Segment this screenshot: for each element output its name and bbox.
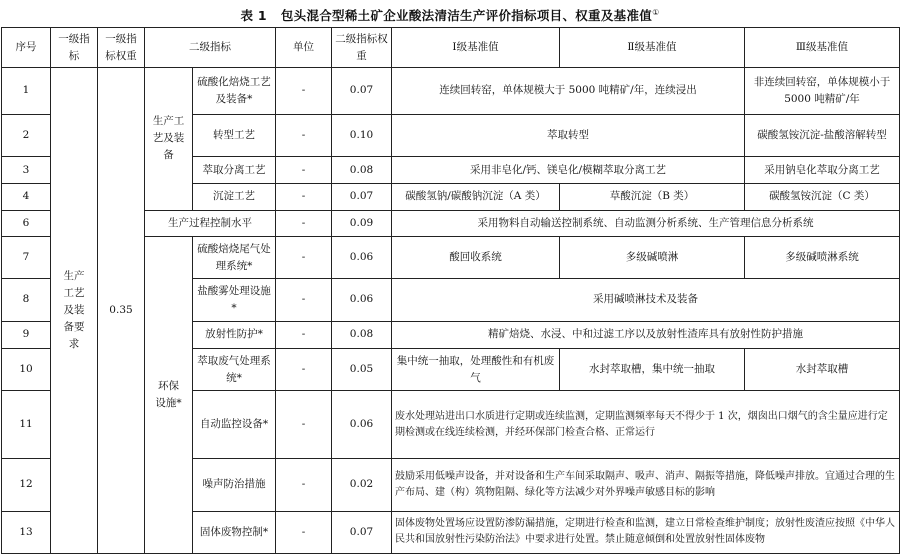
unit-cell: - xyxy=(276,184,332,210)
grade2-cell: 草酸沉淀（B 类） xyxy=(560,184,745,210)
level2-name: 萃取废气处理系统* xyxy=(193,348,276,390)
weight-cell: 0.06 xyxy=(332,391,392,459)
grade12-cell: 萃取转型 xyxy=(392,114,745,156)
row-no: 4 xyxy=(2,184,51,210)
grade3-cell: 非连续回转窑，单体规模小于 5000 吨精矿/年 xyxy=(745,68,900,114)
weight-cell: 0.06 xyxy=(332,279,392,321)
unit-cell: - xyxy=(276,511,332,553)
grade3-cell: 碳酸氢铵沉淀-盐酸溶解转型 xyxy=(745,114,900,156)
header-level2: 二级指标 xyxy=(145,28,276,68)
row-no: 8 xyxy=(2,279,51,321)
grade12-cell: 连续回转窑，单体规模大于 5000 吨精矿/年，连续浸出 xyxy=(392,68,745,114)
unit-cell: - xyxy=(276,348,332,390)
unit-cell: - xyxy=(276,391,332,459)
level2-name: 硫酸化焙烧工艺及装备* xyxy=(193,68,276,114)
level1-weight: 0.35 xyxy=(98,68,145,554)
grade12-cell: 采用非皂化/钙、镁皂化/模糊萃取分离工艺 xyxy=(392,156,745,183)
header-unit: 单位 xyxy=(276,28,332,68)
grade3-cell: 水封萃取槽 xyxy=(745,348,900,390)
unit-cell: - xyxy=(276,156,332,183)
row-no: 9 xyxy=(2,321,51,348)
weight-cell: 0.08 xyxy=(332,156,392,183)
level2-name: 放射性防护* xyxy=(193,321,276,348)
unit-cell: - xyxy=(276,458,332,511)
weight-cell: 0.02 xyxy=(332,458,392,511)
unit-cell: - xyxy=(276,321,332,348)
caption-label: 表 1 xyxy=(240,8,267,24)
grade1-cell: 酸回收系统 xyxy=(392,237,560,279)
weight-cell: 0.09 xyxy=(332,210,392,236)
row-no: 13 xyxy=(2,511,51,553)
grade-all-cell: 采用物料自动输送控制系统、自动监测分析系统、生产管理信息分析系统 xyxy=(392,210,900,236)
weight-cell: 0.07 xyxy=(332,511,392,553)
header-grade3: Ⅲ级基准值 xyxy=(745,28,900,68)
level2-name: 转型工艺 xyxy=(193,114,276,156)
level2-name: 固体废物控制* xyxy=(193,511,276,553)
grade3-cell: 多级碱喷淋系统 xyxy=(745,237,900,279)
caption-note-mark: ① xyxy=(652,8,660,17)
row-no: 2 xyxy=(2,114,51,156)
grade-all-cell: 鼓励采用低噪声设备，并对设备和生产车间采取隔声、吸声、消声、隔振等措施，降低噪声排放。宜通过合理的生产布局、建（构）筑物阻隔、绿化等方法减少对外界噪声敏感目标的影响 xyxy=(392,458,900,511)
row-no: 7 xyxy=(2,237,51,279)
criteria-table xyxy=(1,27,900,554)
grade-all-cell: 固体废物处置场应设置防渗防漏措施，定期进行检查和监测，建立日常检查维护制度；放射性废渣应按照《中华人民共和国放射性污染防治法》中要求进行处置。禁止随意倾倒和处置放射性固体废物 xyxy=(392,511,900,553)
header-level1: 一级指标 xyxy=(51,28,98,68)
unit-cell: - xyxy=(276,237,332,279)
unit-cell: - xyxy=(276,68,332,114)
grade1-cell: 碳酸氢钠/碳酸钠沉淀（A 类） xyxy=(392,184,560,210)
level2-name: 盐酸雾处理设施* xyxy=(193,279,276,321)
row-no: 11 xyxy=(2,391,51,459)
grade3-cell: 碳酸氢铵沉淀（C 类） xyxy=(745,184,900,210)
level2-name: 萃取分离工艺 xyxy=(193,156,276,183)
grade2-cell: 水封萃取槽，集中统一抽取 xyxy=(560,348,745,390)
grade3-cell: 采用钠皂化萃取分离工艺 xyxy=(745,156,900,183)
group-env: 环保设施* xyxy=(145,237,193,554)
row-no: 12 xyxy=(2,458,51,511)
caption-title: 包头混合型稀土矿企业酸法清洁生产评价指标项目、权重及基准值 xyxy=(280,8,653,24)
group-process: 生产工艺及装备 xyxy=(145,68,193,211)
level2-name: 生产过程控制水平 xyxy=(145,210,276,236)
grade-all-cell: 精矿焙烧、水浸、中和过滤工序以及放射性渣库具有放射性防护措施 xyxy=(392,321,900,348)
header-grade1: Ⅰ级基准值 xyxy=(392,28,560,68)
table-caption xyxy=(0,4,900,25)
row-no: 6 xyxy=(2,210,51,236)
unit-cell: - xyxy=(276,279,332,321)
weight-cell: 0.05 xyxy=(332,348,392,390)
grade2-cell: 多级碱喷淋 xyxy=(560,237,745,279)
grade1-cell: 集中统一抽取，处理酸性和有机废气 xyxy=(392,348,560,390)
header-grade2: Ⅱ级基准值 xyxy=(560,28,745,68)
header-level2-weight: 二级指标权重 xyxy=(332,28,392,68)
row-no: 1 xyxy=(2,68,51,114)
level2-name: 自动监控设备* xyxy=(193,391,276,459)
level2-name: 沉淀工艺 xyxy=(193,184,276,210)
unit-cell: - xyxy=(276,210,332,236)
header-level1-weight: 一级指标权重 xyxy=(98,28,145,68)
weight-cell: 0.07 xyxy=(332,184,392,210)
weight-cell: 0.06 xyxy=(332,237,392,279)
weight-cell: 0.07 xyxy=(332,68,392,114)
unit-cell: - xyxy=(276,114,332,156)
grade-all-cell: 废水处理站进出口水质进行定期或连续监测，定期监测频率每天不得少于 1 次，烟囱出口烟气的含尘量应进行定期检测或在线连续检测，并经环保部门检查合格、正常运行 xyxy=(392,391,900,459)
level1-name: 生产工艺及装备要求 xyxy=(51,68,98,554)
row-no: 10 xyxy=(2,348,51,390)
level2-name: 噪声防治措施 xyxy=(193,458,276,511)
weight-cell: 0.10 xyxy=(332,114,392,156)
weight-cell: 0.08 xyxy=(332,321,392,348)
table-header-row xyxy=(2,28,900,68)
level2-name: 硫酸焙烧尾气处理系统* xyxy=(193,237,276,279)
row-no: 3 xyxy=(2,156,51,183)
grade-all-cell: 采用碱喷淋技术及装备 xyxy=(392,279,900,321)
table-row xyxy=(2,68,900,114)
header-no: 序号 xyxy=(2,28,51,68)
